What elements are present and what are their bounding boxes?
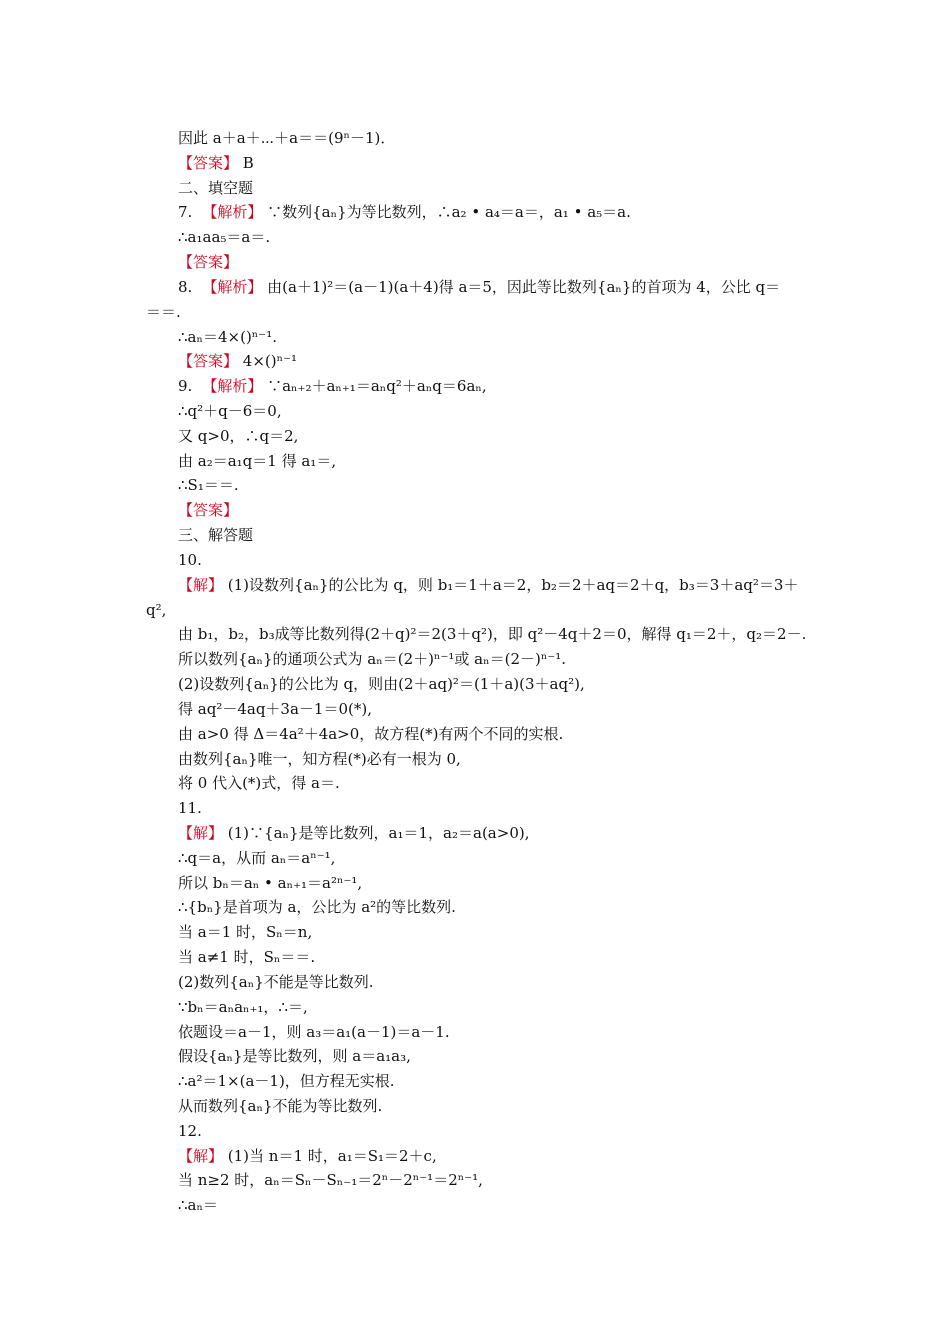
label-tag: 【解】: [178, 576, 224, 594]
text-line: [178, 897, 810, 917]
text-line: [178, 277, 810, 297]
line-text: (1)∵{aₙ}是等比数列，a₁＝1，a₂＝a(a>0),: [223, 824, 530, 842]
text-line: [178, 202, 810, 222]
line-text: ＝＝.: [146, 303, 181, 321]
text-line: [178, 823, 810, 843]
label-tag: 【解析】: [202, 278, 263, 296]
text-line: [178, 227, 810, 247]
line-text: 由(a＋1)²＝(a－1)(a＋4)得 a＝5，因此等比数列{aₙ}的首项为 4，公比 q＝: [262, 278, 781, 296]
text-line: [178, 178, 810, 198]
line-text: 所以数列{aₙ}的通项公式为 aₙ＝(2＋)ⁿ⁻¹或 aₙ＝(2－)ⁿ⁻¹.: [178, 650, 567, 668]
line-text: 由 b₁，b₂，b₃成等比数列得(2＋q)²＝2(3＋q²)，即 q²－4q＋2＝0，解得 q₁＝2＋，q₂＝2－.: [178, 625, 807, 643]
line-text: ∴a₁aa₅＝a＝.: [178, 228, 271, 246]
line-text: 得 aq²－4aq＋3a－1＝0(*),: [178, 700, 372, 718]
line-text: (2)数列{aₙ}不能是等比数列.: [178, 973, 374, 991]
text-line: [178, 699, 810, 719]
text-line: [178, 1195, 810, 1215]
line-text: ∴a²＝1×(a－1)，但方程无实根.: [178, 1072, 395, 1090]
line-text: 从而数列{aₙ}不能为等比数列.: [178, 1097, 383, 1115]
text-line: [146, 302, 810, 322]
line-text: q²,: [146, 601, 167, 619]
line-text: (1)设数列{aₙ}的公比为 q，则 b₁＝1＋a＝2，b₂＝2＋aq＝2＋q，b₃＝3＋aq²＝3＋: [223, 576, 799, 594]
label-tag: 【解】: [178, 1147, 224, 1165]
line-text: 当 n≥2 时，aₙ＝Sₙ－Sₙ₋₁＝2ⁿ－2ⁿ⁻¹＝2ⁿ⁻¹,: [178, 1171, 483, 1189]
text-line: [178, 947, 810, 967]
line-text: 当 a＝1 时，Sₙ＝n,: [178, 923, 313, 941]
text-line: [178, 848, 810, 868]
label-tag: 【答案】: [178, 501, 239, 519]
text-line: [178, 972, 810, 992]
text-line: [178, 749, 810, 769]
line-text: B: [238, 154, 254, 172]
line-text: 假设{aₙ}是等比数列，则 a＝a₁a₃,: [178, 1047, 411, 1065]
line-text: 由 a>0 得 Δ＝4a²＋4a>0，故方程(*)有两个不同的实根.: [178, 725, 564, 743]
line-text: 所以 bₙ＝aₙ • aₙ₊₁＝a²ⁿ⁻¹,: [178, 874, 363, 892]
line-text: ∴q＝a，从而 aₙ＝aⁿ⁻¹,: [178, 849, 336, 867]
text-line: [178, 153, 810, 173]
line-text: (1)当 n＝1 时，a₁＝S₁＝2＋c,: [223, 1147, 437, 1165]
text-line: [178, 873, 810, 893]
text-line: [178, 550, 810, 570]
text-line: [178, 674, 810, 694]
text-line: [178, 327, 810, 347]
text-line: [178, 1022, 810, 1042]
line-text: ∵数列{aₙ}为等比数列，∴a₂ • a₄＝a＝，a₁ • a₅＝a.: [262, 203, 631, 221]
line-text: 4×()ⁿ⁻¹: [238, 352, 298, 370]
text-line: [178, 798, 810, 818]
problem-number: 7.: [178, 203, 193, 221]
line-text: (2)设数列{aₙ}的公比为 q，则由(2＋aq)²＝(1＋a)(3＋aq²),: [178, 675, 585, 693]
label-tag: 【答案】: [178, 352, 239, 370]
text-line: [178, 624, 810, 644]
text-line: [178, 1046, 810, 1066]
problem-number: 8.: [178, 278, 193, 296]
line-text: 11.: [178, 799, 202, 817]
text-line: [178, 500, 810, 520]
line-text: ∴q²＋q－6＝0,: [178, 402, 282, 420]
line-text: 当 a≠1 时，Sₙ＝＝.: [178, 948, 316, 966]
text-line: [178, 525, 810, 545]
text-line: [178, 997, 810, 1017]
line-text: 将 0 代入(*)式，得 a＝.: [178, 774, 340, 792]
label-tag: 【解析】: [202, 203, 263, 221]
text-line: [178, 351, 810, 371]
line-text: ∴aₙ＝: [178, 1196, 218, 1214]
line-text: 又 q>0，∴q＝2,: [178, 427, 299, 445]
line-text: 因此 a＋a＋⋯＋a＝＝(9ⁿ－1)．: [178, 129, 396, 147]
text-line: [178, 1121, 810, 1141]
label-tag: 【答案】: [178, 154, 239, 172]
text-line: [178, 252, 810, 272]
line-text: ∵aₙ₊₂＋aₙ₊₁＝aₙq²＋aₙq＝6aₙ,: [262, 377, 487, 395]
text-line: [178, 426, 810, 446]
line-text: 三、解答题: [178, 526, 254, 544]
text-line: [178, 575, 810, 595]
text-line: [178, 475, 810, 495]
text-line: [178, 922, 810, 942]
line-text: 二、填空题: [178, 179, 254, 197]
line-text: ∴{bₙ}是首项为 a，公比为 a²的等比数列.: [178, 898, 456, 916]
text-line: [178, 1071, 810, 1091]
label-tag: 【解析】: [202, 377, 263, 395]
text-line: [178, 376, 810, 396]
text-line: [178, 451, 810, 471]
line-text: 12.: [178, 1122, 202, 1140]
text-line: [178, 401, 810, 421]
text-line: [178, 1170, 810, 1190]
text-line: [178, 649, 810, 669]
text-line: [178, 724, 810, 744]
label-tag: 【解】: [178, 824, 224, 842]
label-tag: 【答案】: [178, 253, 239, 271]
text-line: [178, 1096, 810, 1116]
problem-number: 9.: [178, 377, 193, 395]
line-text: 由 a₂＝a₁q＝1 得 a₁＝,: [178, 452, 337, 470]
line-text: ∴aₙ＝4×()ⁿ⁻¹.: [178, 328, 277, 346]
line-text: 由数列{aₙ}唯一，知方程(*)必有一根为 0,: [178, 750, 461, 768]
text-line: [178, 128, 810, 148]
line-text: ∴S₁＝＝.: [178, 476, 239, 494]
line-text: 10.: [178, 551, 202, 569]
line-text: ∵bₙ＝aₙaₙ₊₁，∴＝,: [178, 998, 308, 1016]
text-line: [178, 1146, 810, 1166]
text-line: [178, 773, 810, 793]
text-line: [146, 600, 810, 620]
line-text: 依题设＝a－1，则 a₃＝a₁(a－1)＝a－1.: [178, 1023, 450, 1041]
